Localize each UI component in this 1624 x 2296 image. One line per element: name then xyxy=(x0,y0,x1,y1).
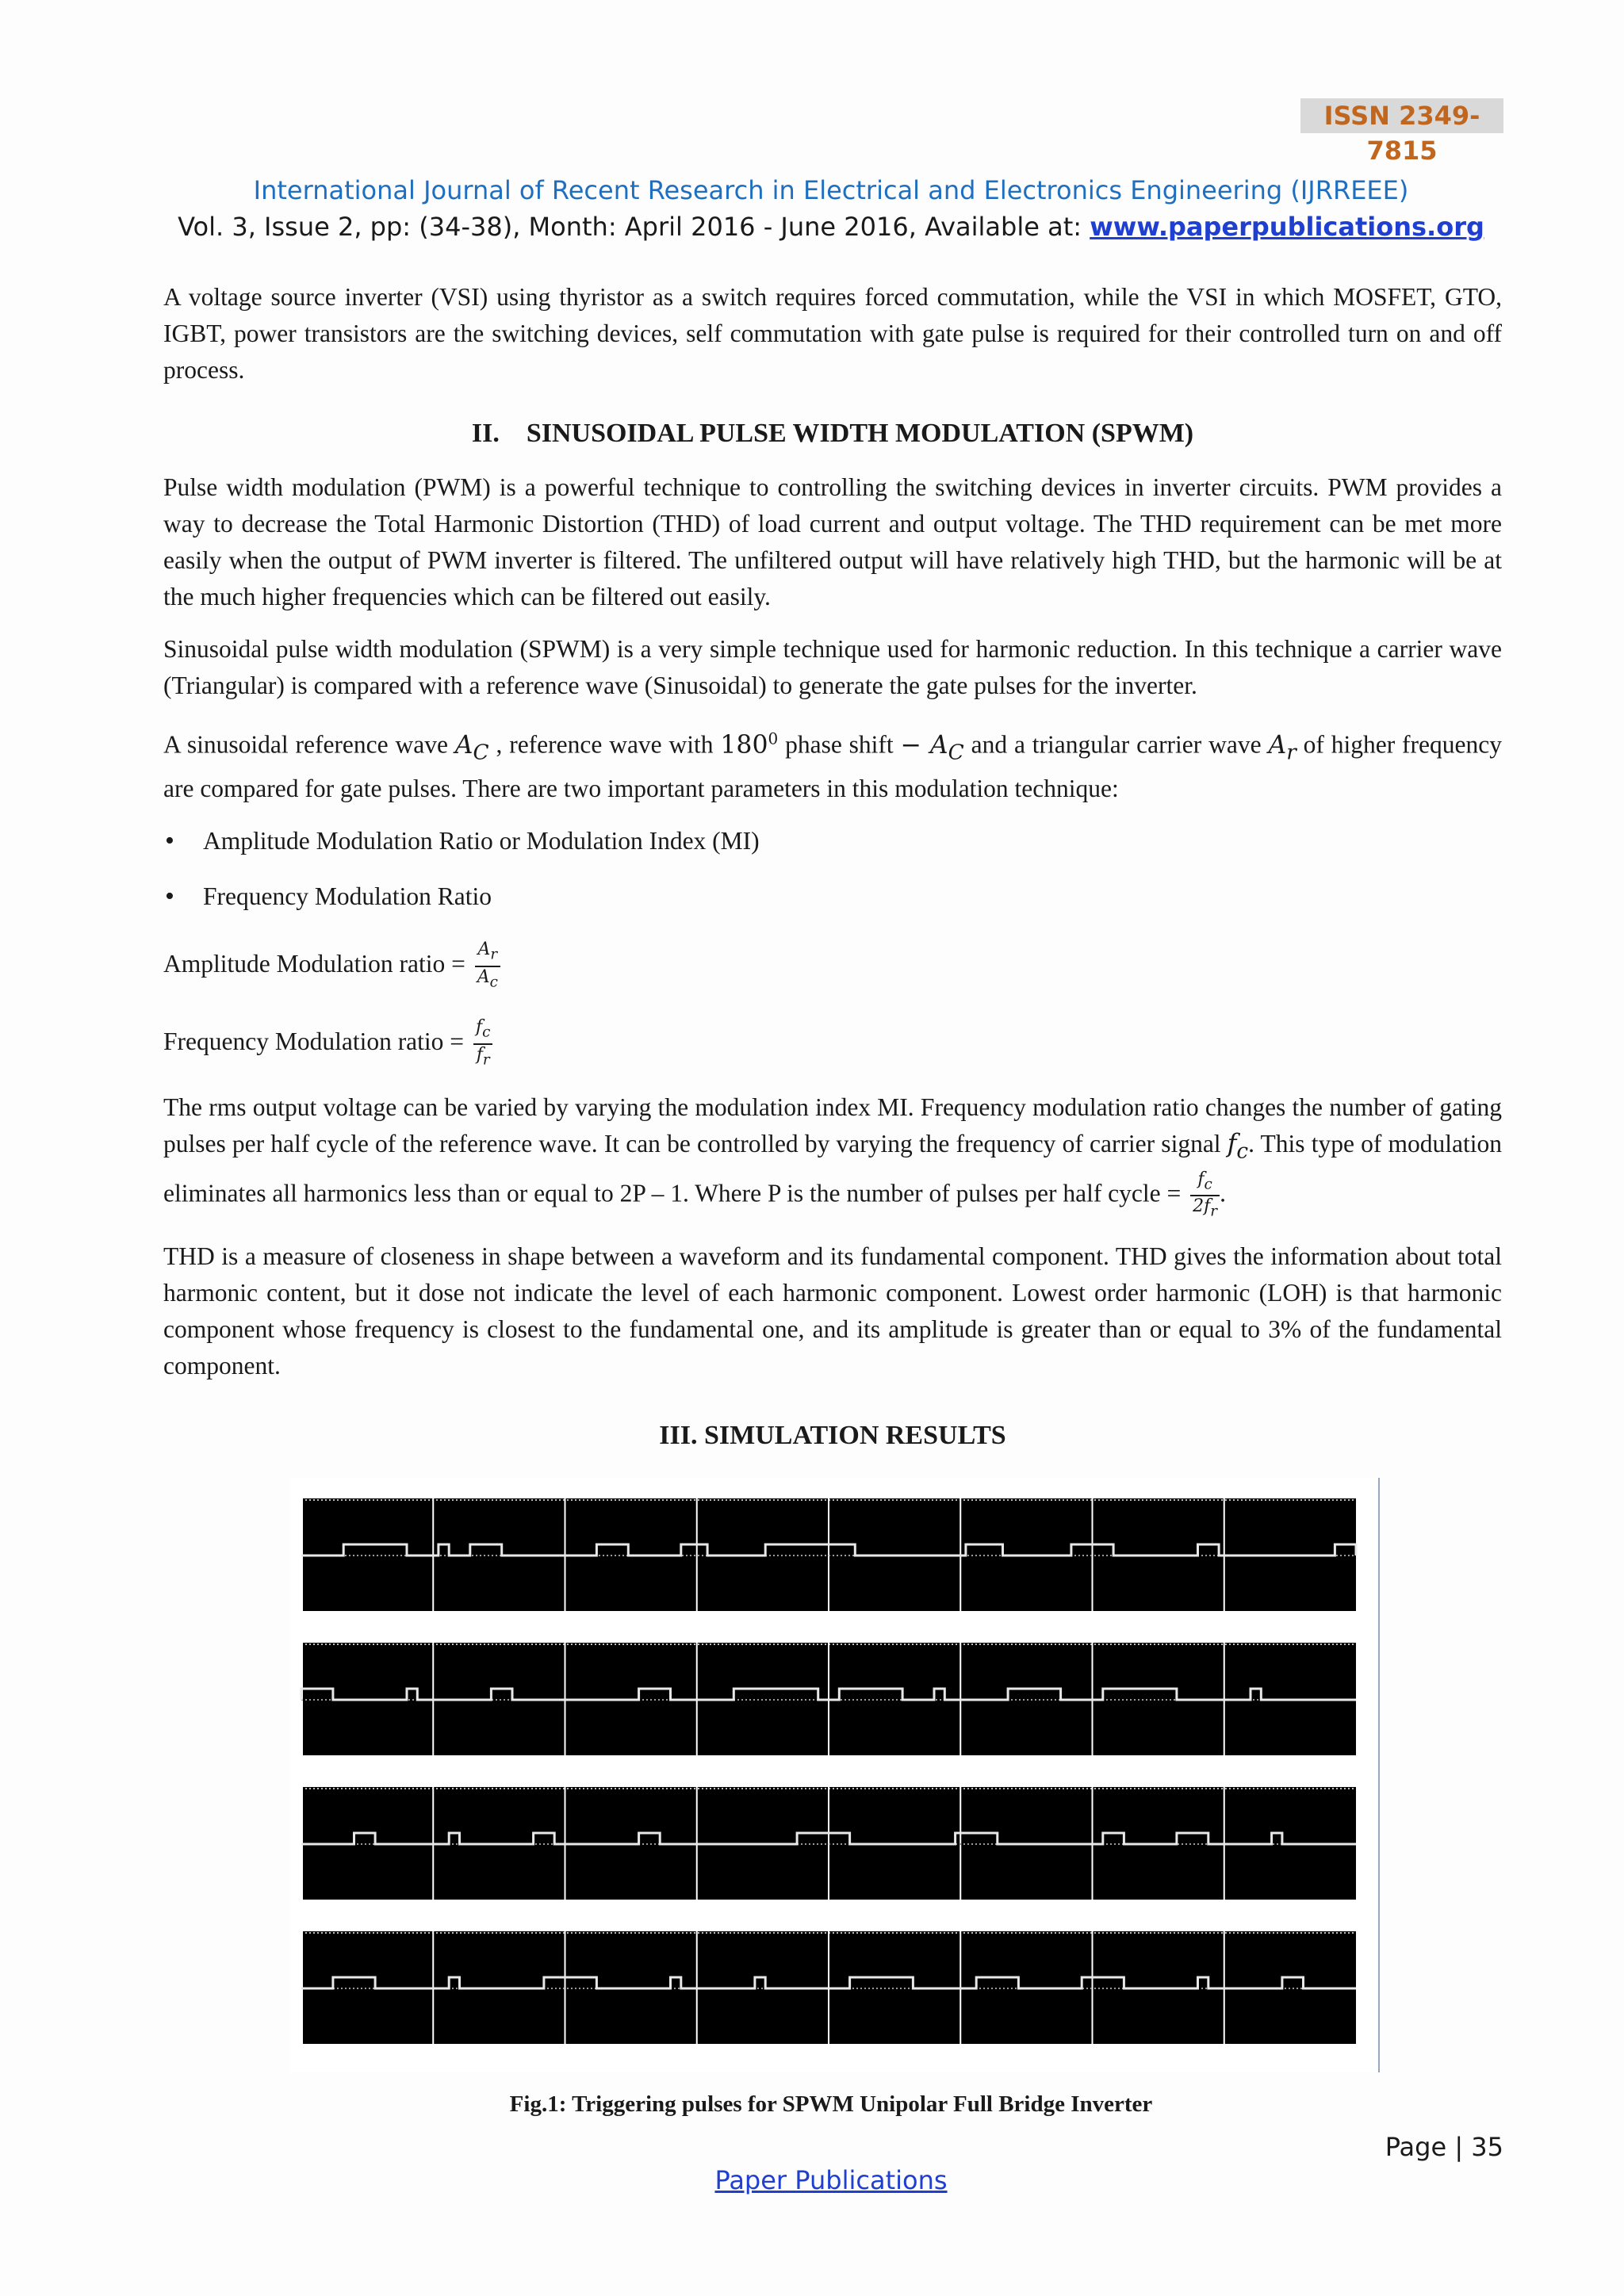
pwm-paragraph: Pulse width modulation (PWM) is a powerful technique to controlling the switching devices in inverter circuits. PWM provides a way to decrease the Total Harmonic Distortion (THD) of load current and output voltage. The THD requirement can be met more easily when the output of PWM inverter is filtered. The unfiltered output will have relatively high THD, but the harmonic will be at the much higher frequencies which can be filtered out easily. xyxy=(163,473,1502,610)
issn-badge: ISSN 2349-7815 xyxy=(1300,98,1503,133)
math-subscript: c xyxy=(489,973,498,990)
math-ac xyxy=(454,730,489,764)
math-symbol: f xyxy=(475,1017,483,1038)
math-symbol: A xyxy=(477,966,490,987)
journal-title: International Journal of Recent Research in Electrical and Electronics Engineering (IJRREEE) xyxy=(253,175,1409,205)
denominator xyxy=(473,1045,492,1070)
math-subscript: r xyxy=(490,946,498,963)
scope-panel xyxy=(301,1643,1356,1755)
math-subscript: r xyxy=(482,1050,490,1068)
reference-wave-paragraph xyxy=(163,720,1502,807)
intro-paragraph: A voltage source inverter (VSI) using thyristor as a switch requires forced commutation, while the VSI in which MOSFET, GTO, IGBT, power transistors are the switching devices, self commutation with gate pulse is required for their controlled turn on and off process. xyxy=(163,283,1502,384)
math-superscript: 0 xyxy=(768,729,779,748)
equation-label: Frequency Modulation ratio = xyxy=(163,1027,470,1055)
math-symbol: f xyxy=(476,1044,483,1065)
math-subscript: C xyxy=(948,740,964,764)
amplitude-ratio-equation xyxy=(163,934,1502,994)
article-body xyxy=(163,279,1502,1456)
numerator xyxy=(475,939,500,966)
equation-label: Amplitude Modulation ratio = xyxy=(163,949,472,978)
section-heading-results: III. SIMULATION RESULTS xyxy=(659,1420,1006,1450)
text-run: , reference wave with xyxy=(488,730,721,759)
spwm-paragraph: Sinusoidal pulse width modulation (SPWM) is a very simple technique used for harmonic reduction. In this technique a carrier wave (Triangular) is compared with a reference wave (Sinusoidal) to generate the gate pulses for the inverter. xyxy=(163,635,1502,699)
frequency-ratio-equation xyxy=(163,1012,1502,1072)
volume-text: Vol. 3, Issue 2, pp: (34-38), Month: April 2016 - June 2016, Available at: xyxy=(178,212,1090,242)
page-number: Page | 35 xyxy=(1385,2132,1503,2162)
denominator xyxy=(475,967,500,993)
text-run: . This type of modulation eliminates all harmonics less than or equal to 2P – 1. Where P is the number of pulses per half cycle = xyxy=(163,1129,1502,1207)
fraction xyxy=(475,939,500,993)
section-heading-spwm xyxy=(163,414,1502,453)
numerator xyxy=(473,1017,492,1044)
math-symbol: 2f xyxy=(1193,1196,1211,1217)
oscilloscope-traces xyxy=(290,1478,1378,2072)
rms-voltage-paragraph xyxy=(163,1089,1502,1223)
list-item: • Frequency Modulation Ratio xyxy=(163,878,1502,915)
math-symbol: f xyxy=(1197,1169,1205,1190)
journal-website-link[interactable]: www.paperpublications.org xyxy=(1090,212,1484,242)
scope-panel xyxy=(301,1931,1356,2044)
math-number: 180 xyxy=(720,730,768,760)
fraction xyxy=(473,1017,492,1070)
list-item: • Amplitude Modulation Ratio or Modulation Index (MI) xyxy=(163,823,1502,859)
math-neg-ac xyxy=(900,730,964,764)
math-subscript: r xyxy=(1286,740,1297,764)
scope-panel xyxy=(301,1787,1356,1900)
fraction xyxy=(1190,1169,1220,1223)
math-subscript: c xyxy=(1236,1139,1249,1164)
math-subscript: c xyxy=(482,1024,491,1041)
math-ar xyxy=(1268,730,1297,764)
math-fc xyxy=(1227,1129,1249,1164)
math-symbol: f xyxy=(1227,1129,1237,1158)
math-symbol: A xyxy=(1268,730,1287,760)
numerator xyxy=(1190,1169,1220,1196)
math-subscript: c xyxy=(1204,1176,1212,1193)
text-run: and a triangular carrier wave xyxy=(963,730,1269,759)
thd-paragraph: THD is a measure of closeness in shape between a waveform and its fundamental component. THD gives the information about total harmonic content, but it dose not indicate the level of each harmonic component. Lowest order harmonic (LOH) is that harmonic component whose frequency is closest to the fundamental one, and its amplitude is greater than or equal to 3% of the fundamental component. xyxy=(163,1242,1502,1380)
parameter-list xyxy=(163,823,1502,915)
footer-publisher xyxy=(0,2163,1624,2198)
section-title: SINUSOIDAL PULSE WIDTH MODULATION (SPWM) xyxy=(526,419,1194,448)
triggering-pulses-figure xyxy=(290,1478,1380,2072)
text-run: phase shift xyxy=(778,730,901,759)
math-symbol: − A xyxy=(900,730,948,760)
section-number: II. xyxy=(471,419,500,448)
scope-panel xyxy=(301,1498,1356,1611)
math-symbol: A xyxy=(477,939,491,960)
math-symbol: A xyxy=(454,730,473,760)
math-subscript: r xyxy=(1210,1203,1218,1220)
text-run: . xyxy=(1220,1179,1226,1207)
figure-caption: Fig.1: Triggering pulses for SPWM Unipolar Full Bridge Inverter xyxy=(509,2091,1153,2117)
volume-line xyxy=(0,209,1624,244)
text-run: A sinusoidal reference wave xyxy=(163,730,455,759)
math-subscript: C xyxy=(473,740,489,764)
denominator xyxy=(1190,1196,1220,1222)
math-degree xyxy=(720,731,778,760)
text-run: of higher frequency are compared for gate pulses. There are two important parameters in this modulation technique: xyxy=(163,730,1502,802)
text-run: The rms output voltage can be varied by varying the modulation index MI. Frequency modulation ratio changes the number of gating pulses per half cycle of the reference wave. It can be controlled by varying the frequency of carrier signal xyxy=(163,1093,1502,1158)
publisher-link[interactable]: Paper Publications xyxy=(714,2165,948,2195)
